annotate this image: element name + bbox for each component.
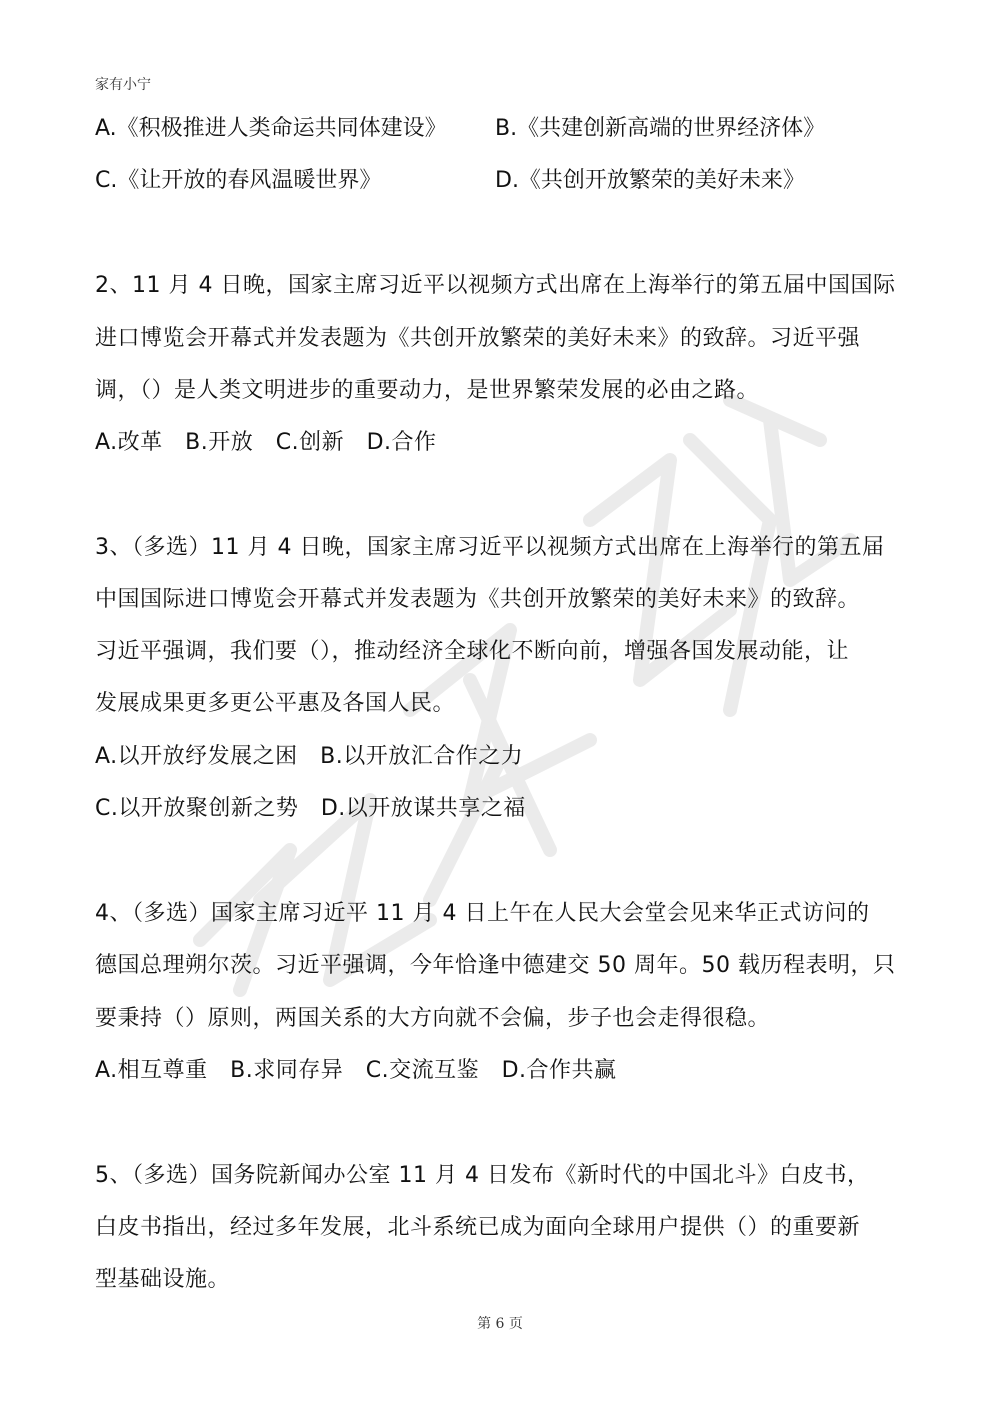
q1-option-c: C.《让开放的春风温暖世界》 [95,168,382,193]
q3-options: C.以开放聚创新之势 D.以开放谋共享之福 [95,796,526,821]
q3-stem-line: 3、（多选）11 月 4 日晚，国家主席习近平以视频方式出席在上海举行的第五届 [95,535,885,560]
q5-stem-line: 5、（多选）国务院新闻办公室 11 月 4 日发布《新时代的中国北斗》白皮书， [95,1163,870,1188]
q2-stem-line: 2、11 月 4 日晚，国家主席习近平以视频方式出席在上海举行的第五届中国国际 [95,273,896,298]
q3-stem-line: 发展成果更多更公平惠及各国人民。 [95,691,456,716]
q3-stem-line: 习近平强调，我们要（），推动经济全球化不断向前，增强各国发展动能，让 [95,639,850,664]
q5-stem-line: 型基础设施。 [95,1267,231,1292]
q4-stem-line: 4、（多选）国家主席习近平 11 月 4 日上午在人民大会堂会见来华正式访问的 [95,901,870,926]
q2-stem-line: 进口博览会开幕式并发表题为《共创开放繁荣的美好未来》的致辞。习近平强 [95,326,861,351]
q1-option-d: D.《共创开放繁荣的美好未来》 [495,168,805,193]
q3-options: A.以开放纾发展之困 B.以开放汇合作之力 [95,744,524,769]
q5-stem-line: 白皮书指出，经过多年发展，北斗系统已成为面向全球用户提供（）的重要新 [95,1215,861,1240]
page-header: 家有小宁 [95,77,151,93]
q1-option-b: B.《共建创新高端的世界经济体》 [495,116,826,141]
q2-stem-line: 调，（）是人类文明进步的重要动力，是世界繁荣发展的必由之路。 [95,378,760,403]
q4-stem-line: 要秉持（）原则，两国关系的大方向就不会偏，步子也会走得很稳。 [95,1006,771,1031]
page-number: 第 6 页 [477,1316,523,1332]
q3-stem-line: 中国国际进口博览会开幕式并发表题为《共创开放繁荣的美好未来》的致辞。 [95,587,861,612]
q1-option-a: A.《积极推进人类命运共同体建设》 [95,116,447,141]
q2-options: A.改革 B.开放 C.创新 D.合作 [95,430,437,455]
q4-options: A.相互尊重 B.求同存异 C.交流互鉴 D.合作共赢 [95,1058,617,1083]
q4-stem-line: 德国总理朔尔茨。习近平强调，今年恰逢中德建交 50 周年。50 载历程表明，只 [95,953,896,978]
